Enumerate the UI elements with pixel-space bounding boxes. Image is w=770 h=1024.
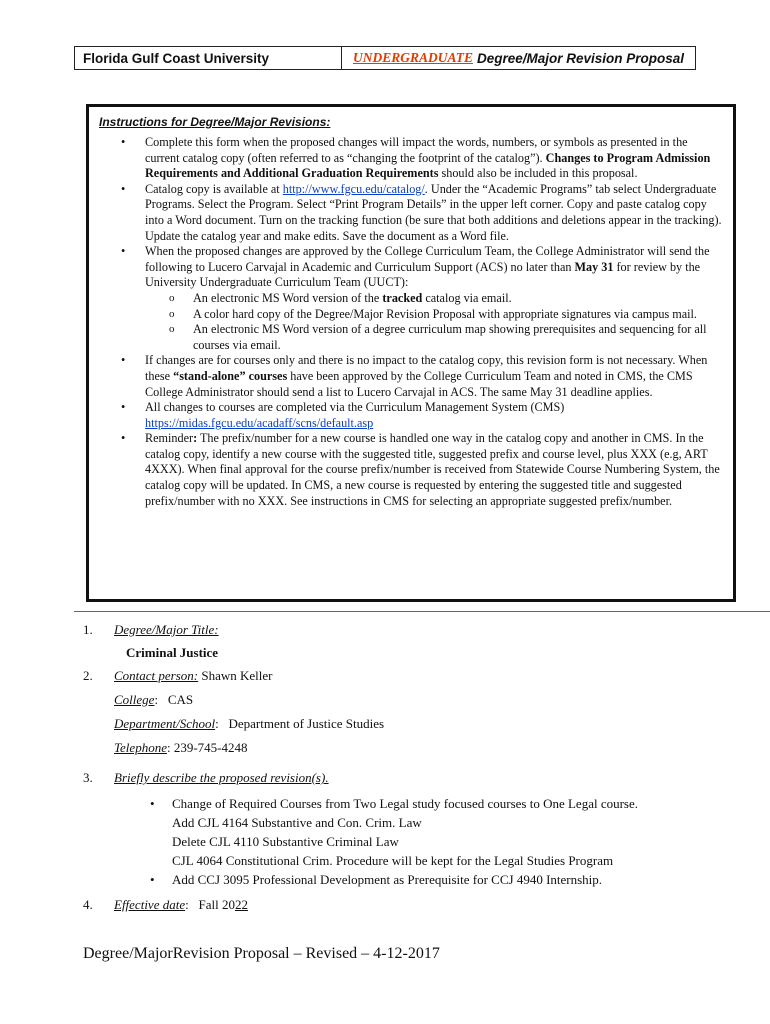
q1-label: Degree/Major Title: [114, 622, 219, 637]
revision-item: • Change of Required Courses from Two Legal study focused courses to One Legal course. [150, 794, 638, 813]
q2-number: 2. [83, 668, 93, 683]
instruction-item: • All changes to courses are completed via the Curriculum Management System (CMS) https://midas.fgcu.edu/acadaff/scns/default.asp [103, 400, 723, 431]
form-header [74, 46, 696, 70]
college-row: College: CAS [114, 692, 194, 707]
page-footer: Degree/MajorRevision Proposal – Revised – 4-12-2017 [83, 945, 440, 962]
q1-number: 1. [83, 622, 93, 637]
revision-line: Delete CJL 4110 Substantive Criminal Law [172, 834, 399, 849]
q3-number: 3. [83, 770, 93, 785]
department-row: Department/School: Department of Justice Studies [114, 716, 385, 731]
instruction-item: • Reminder: The prefix/number for a new course is handled one way in the catalog copy and another in CMS. In the catalog copy, identify a new course with the suggested title, suggested prefix and course level, plus XXX (e.g, ART 4XXX). When final approval for the course prefix/number is received from Statewide Course Numbering System, the catalog copy will be updated. In CMS, a new course is requested by entering the suggested title and suggested prefix/number with no XXX. See instructions in CMS for selecting an appropriate suggested prefix/number. [103, 431, 723, 509]
sub-item: o A color hard copy of the Degree/Major Revision Proposal with appropriate signatures via campus mail. [145, 307, 723, 323]
catalog-link[interactable]: http://www.fgcu.edu/catalog/ [282, 181, 425, 196]
revision-line: Add CJL 4164 Substantive and Con. Crim. Law [172, 815, 422, 830]
sub-item: o An electronic MS Word version of a degree curriculum map showing prerequisites and sequencing for all courses via email. [145, 322, 723, 353]
degree-title-value: Criminal Justice [126, 645, 219, 660]
instructions-title: Instructions for Degree/Major Revisions: [99, 115, 331, 129]
department-value: Department of Justice Studies [228, 716, 385, 731]
contact-person-row: Contact person: Shawn Keller [114, 668, 273, 683]
instruction-item: • Complete this form when the proposed changes will impact the words, numbers, or symbols as presented in the current catalog copy (often referred to as “changing the footprint of the catalog”). Changes to Program Admission Requirements and Additional Graduation Requirements should also be included in this proposal. [103, 135, 723, 182]
revision-item: • Add CCJ 3095 Professional Development as Prerequisite for CCJ 4940 Internship. [150, 870, 638, 889]
sub-list [145, 291, 723, 353]
university-name: Florida Gulf Coast University [75, 47, 342, 69]
college-value: CAS [167, 692, 194, 707]
effective-date-row: Effective date: Fall 2022 [114, 897, 248, 912]
form-title-text: Degree/Major Revision Proposal [476, 50, 685, 66]
telephone-value: 239-745-4248 [173, 740, 248, 755]
instruction-item: • If changes are for courses only and there is no impact to the catalog copy, this revision form is not necessary. When these “stand-alone” courses have been approved by the College Curriculum Team and noted in CMS, the CMS College Administrator should send a list to Lucero Carvajal in ACS. The same May 31 deadline applies. [103, 353, 723, 400]
effective-date-value: Fall 2022 [198, 897, 248, 912]
revision-list [150, 794, 638, 889]
instruction-item: • Catalog copy is available at http://www.fgcu.edu/catalog/. Under the “Academic Programs” tab select Undergraduate Programs. Select the Program. Select “Print Program Details” in the upper left corner. Copy and paste catalog copy into a Word document. Turn on the tracking function (be sure that both additions and deletions appear in the tracking). Update the catalog year and make edits. Save the document as a Word file. [103, 182, 723, 244]
divider [74, 611, 770, 612]
instructions-box [86, 104, 736, 602]
revision-line: CJL 4064 Constitutional Crim. Procedure will be kept for the Legal Studies Program [172, 853, 614, 868]
q3-label: Briefly describe the proposed revision(s). [114, 770, 329, 785]
form-title [342, 50, 695, 66]
instruction-item: • When the proposed changes are approved by the College Curriculum Team, the College Administrator will send the following to Lucero Carvajal in Academic and Curriculum Support (ACS) no later than May 31 for review by the University Undergraduate Curriculum Team (UUCT): o An electronic MS Word version of the tracked catalog via email. o A color hard copy of the Degree/Major Revision Proposal with appropriate signatures via campus mail. o An electronic MS Word version of a degree curriculum map showing prerequisites and sequencing for all courses via email. [103, 244, 723, 353]
contact-person-value: Shawn Keller [201, 668, 273, 683]
undergraduate-label: UNDERGRADUATE [352, 50, 473, 65]
q4-number: 4. [83, 897, 93, 912]
sub-item: o An electronic MS Word version of the tracked catalog via email. [145, 291, 723, 307]
cms-link[interactable]: https://midas.fgcu.edu/acadaff/scns/default.asp [145, 415, 374, 430]
telephone-row: Telephone: 239-745-4248 [114, 740, 248, 755]
instructions-list [103, 135, 723, 509]
